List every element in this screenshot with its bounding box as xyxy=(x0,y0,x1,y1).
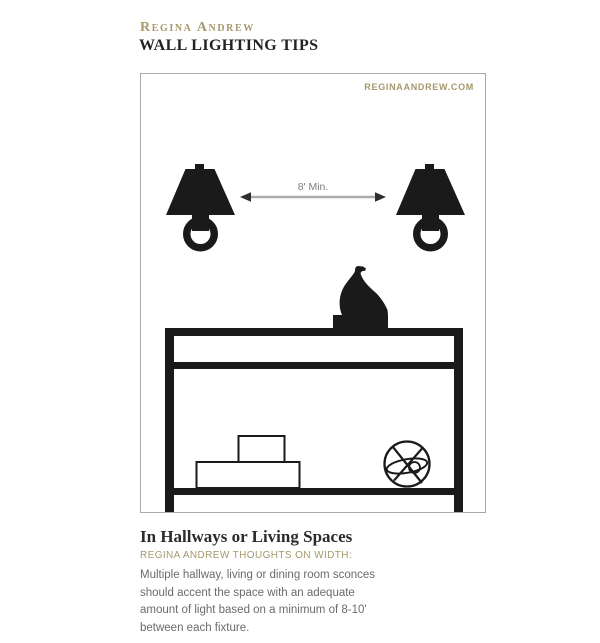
dimension-arrow xyxy=(240,181,386,202)
sculpture-figurine xyxy=(333,266,388,329)
lighting-diagram xyxy=(141,74,485,512)
section-subheading: REGINA ANDREW THOUGHTS ON WIDTH: xyxy=(140,550,353,561)
arrow-label: 8' Min. xyxy=(297,181,329,193)
body-line: between each fixture. xyxy=(140,621,250,634)
decor-orb xyxy=(385,442,430,487)
brand-name: Regina Andrew xyxy=(140,20,255,35)
section-body xyxy=(140,567,375,637)
diagram-box xyxy=(140,73,486,513)
body-line: amount of light based on a minimum of 8-10' xyxy=(140,604,367,616)
body-line: Multiple hallway, living or dining room sconces xyxy=(140,569,376,581)
section-heading: In Hallways or Living Spaces xyxy=(140,527,353,546)
wall-sconce-right-icon xyxy=(396,164,465,248)
body-line: should accent the space with an adequate xyxy=(140,586,355,599)
website-label: REGINAANDREW.COM xyxy=(364,82,474,92)
stacked-boxes xyxy=(197,436,300,488)
page-title: WALL LIGHTING TIPS xyxy=(139,37,319,54)
wall-sconce-left-icon xyxy=(166,164,235,248)
